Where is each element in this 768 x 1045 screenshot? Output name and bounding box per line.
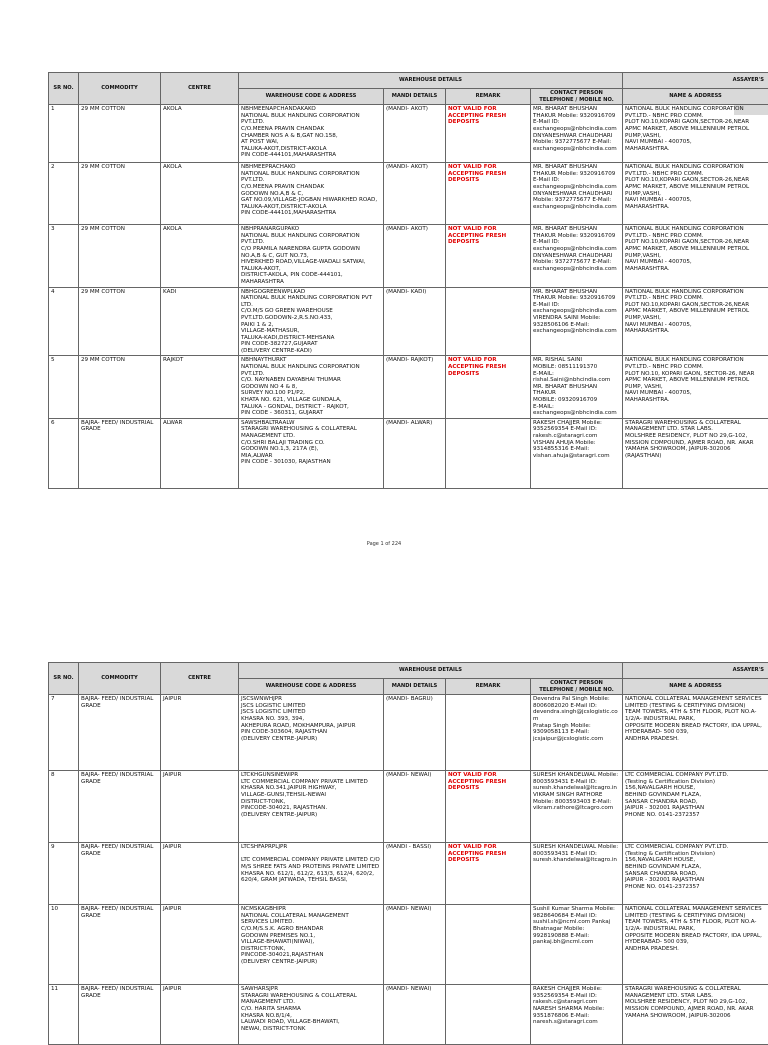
- cell-mandi: (MANDI- NEWAI): [384, 905, 446, 985]
- cell-assayer: STARAGRI WAREHOUSING & COLLATERAL MANAGEMENT LTD. STAR LABS. MOLSHREE RESIDENCY, PLOT NO 29,G-102, MISSION COMPOUND, AJMER ROAD, NR. AKAR YAMAHA SHOWROOM, JAIPUR-302006: [623, 985, 768, 1045]
- header-warehouse-details: WAREHOUSE DETAILS: [239, 73, 623, 89]
- cell-mandi: (MANDI- ALWAR): [384, 418, 446, 488]
- cell-assayer: LTC COMMERCIAL COMPANY PVT.LTD. (Testing & Certification Division) 156,NAVALGARH HOUSE, BEHIND GOVINDAM FLAZA, SANSAR CHANDRA ROAD, JAIPUR - 302001 RAJASTHAN PHONE NO. 0141-2372357: [623, 843, 768, 905]
- header-assayers: ASSAYER'S: [623, 73, 768, 89]
- cell-commodity: 29 MM COTTON: [79, 356, 161, 418]
- cell-centre: ALWAR: [161, 418, 239, 488]
- header-sr-no: SR NO.: [49, 73, 79, 105]
- cell-mandi: (MANDI - BASSI): [384, 843, 446, 905]
- cell-contact: MR. BHARAT BHUSHAN THAKUR Mobile: 9320916709 E-Mail ID: exchangeops@nbhcindia.com DNYANESHWAR CHAUDHARI Mobile: 9372775677 E-Mail: exchangeops@nbhcindia.com: [531, 163, 623, 225]
- cell-warehouse: NBHMEENAPCHANDAKAKO NATIONAL BULK HANDLING CORPORATION PVT.LTD. C/O.MEENA PRAVIN CHANDAK CHAMBER NOS A & B,GAT NO.158, AT POST WAI, TALUKA-AKOT,DISTRICT-AKOLA PIN CODE-444101,MAHARASHTRA: [239, 105, 384, 163]
- header-sr-no: SR NO.: [49, 663, 79, 695]
- cell-contact: SURESH KHANDELWAL Mobile: 8003593431 E-Mail ID: suresh.khandelwal@ltcagro.in VIKRAM SINGH RATHORE Mobile: 8003593403 E-Mail: vikram.rathore@ltcagro.com: [531, 771, 623, 843]
- cell-contact: MR. BHARAT BHUSHAN THAKUR Mobile: 9320916709 E-Mail ID: exchangeops@nbhcindia.com VIRENDRA SAINI Mobile: 9328506106 E-Mail: exchangeops@nbhcindia.com: [531, 287, 623, 356]
- cell-sr: 4: [49, 287, 79, 356]
- cell-commodity: 29 MM COTTON: [79, 105, 161, 163]
- cell-assayer: STARAGRI WAREHOUSING & COLLATERAL MANAGEMENT LTD. STAR LABS. MOLSHREE RESIDENCY, PLOT NO 29,G-102, MISSION COMPOUND, AJMER ROAD, NR. AKAR YAMAHA SHOWROOM, JAIPUR-302006 (RAJASTHAN): [623, 418, 768, 488]
- cell-remark: NOT VALID FOR ACCEPTING FRESH DEPOSITS: [446, 225, 531, 287]
- cell-mandi: (MANDI- AKOT): [384, 163, 446, 225]
- cell-commodity: BAJRA- FEED/ INDUSTRIAL GRADE: [79, 771, 161, 843]
- cell-contact: MR. BHARAT BHUSHAN THAKUR Mobile: 9320916709 E-Mail ID: exchangeops@nbhcindia.com DNYANESHWAR CHAUDHARI Mobile: 9372775677 E-Mail: exchangeops@nbhcindia.com: [531, 225, 623, 287]
- cell-warehouse: LTCKHGUNSINEWIPR LTC COMMERCIAL COMPANY PRIVATE LIMITED KHASRA NO.341,JAIPUR HIGHWAY, VILLAGE-GUNSI,TEHSIL-NEWAI DISTRICT-TONK, PINCODE-304021, RAJASTHAN. (DELIVERY CENTRE-JAIPUR): [239, 771, 384, 843]
- cell-assayer: LTC COMMERCIAL COMPANY PVT.LTD. (Testing & Certification Division) 156,NAVALGARH HOUSE, BEHIND GOVINDAM FLAZA, SANSAR CHANDRA ROAD, JAIPUR - 302001 RAJASTHAN PHONE NO. 0141-2372357: [623, 771, 768, 843]
- cell-commodity: BAJRA- FEED/ INDUSTRIAL GRADE: [79, 843, 161, 905]
- cell-mandi: (MANDI- RAJKOT): [384, 356, 446, 418]
- cell-remark: NOT VALID FOR ACCEPTING FRESH DEPOSITS: [446, 163, 531, 225]
- cell-centre: AKOLA: [161, 225, 239, 287]
- warehouse-table: [48, 662, 768, 1045]
- header-name-address: NAME & ADDRESS: [623, 89, 768, 105]
- table-row: [49, 985, 768, 1045]
- cell-assayer: NATIONAL COLLATERAL MANAGEMENT SERVICES LIMITED (TESTING & CERTIFYING DIVISION) TEAM TOWERS, 4TH & 5TH FLOOR, PLOT NO.A-1/2/A- INDUSTRIAL PARK, OPPOSITE MODERN BREAD FACTORY, IDA UPPAL, HYDERABAD- 500 039, ANDHRA PRADESH.: [623, 905, 768, 985]
- cell-assayer: NATIONAL BULK HANDLING CORPORATION PVT.LTD.- NBHC PRO COMM. PLOT NO.10,KOPARI GAON,SECTOR-26,NEAR APMC MARKET, ABOVE MILLENNIUM PETROL PUMP,VASHI, NAVI MUMBAI - 400705, MAHARASHTRA.: [623, 163, 768, 225]
- cell-assayer: NATIONAL BULK HANDLING CORPORATION PVT.LTD.- NBHC PRO COMM. PLOT NO.10,KOPARI GAON,SECTOR-26,NEAR APMC MARKET, ABOVE MILLENNIUM PETROL PUMP,VASHI, NAVI MUMBAI - 400705, MAHARASHTRA.: [623, 105, 768, 163]
- cell-sr: 9: [49, 843, 79, 905]
- cell-sr: 7: [49, 695, 79, 771]
- header-commodity: COMMODITY: [79, 73, 161, 105]
- header-contact-person: CONTACT PERSON TELEPHONE / MOBILE NO.: [531, 679, 623, 695]
- header-assayers: ASSAYER'S: [623, 663, 768, 679]
- header-centre: CENTRE: [161, 663, 239, 695]
- cell-mandi: (MANDI- AKOT): [384, 105, 446, 163]
- cell-contact: MR. RISHAL SAINI MOBILE: 08511191370 E-MAIL: rishal.Saini@nbhcindia.com MR. BHARAT BHUSHAN THAKUR MOBILE: 09320916709 E-MAIL: exchangeops@nbhcindia.com: [531, 356, 623, 418]
- table-row: [49, 843, 768, 905]
- cell-warehouse: LTCSHFAPRPLJPR LTC COMMERCIAL COMPANY PRIVATE LIMITED C/O M/S SHREE FATS AND PROTEINS PRIVATE LIMITED KHASRA NO. 612/1, 612/2, 613/3, 612/4, 620/2, 620/4, GRAM JATWADA, TEHSIL BASSI,: [239, 843, 384, 905]
- cell-mandi: (MANDI- NEWAI): [384, 771, 446, 843]
- header-warehouse-code: WAREHOUSE CODE & ADDRESS: [239, 89, 384, 105]
- cell-warehouse: NBHNAYTHURKT NATIONAL BULK HANDLING CORPORATION PVT.LTD. C/O. NAYNABEN DAYABHAI THUMAR GODOWN NO 4 & 8, SURVEY NO.100 P1/P2, KHATA NO. 621, VILLAGE GUNDALA, TALUKA - GONDAL, DISTRICT - RAJKOT, PIN CODE - 360311, GUJARAT: [239, 356, 384, 418]
- cell-assayer: NATIONAL BULK HANDLING CORPORATION PVT.LTD.- NBHC PRO COMM. PLOT NO.10, KOPARI GAON, SECTOR-26, NEAR APMC MARKET, ABOVE MILLENNIUM PETROL PUMP, VASHI, NAVI MUMBAI - 400705, MAHARASHTRA.: [623, 356, 768, 418]
- header-centre: CENTRE: [161, 73, 239, 105]
- cell-contact: RAKESH CHAJJER Mobile: 9352569354 E-Mail ID: rakesh.c@staragri.com NARESH SHARMA Mobile: 9351876806 E-Mail: naresh.s@staragri.com: [531, 985, 623, 1045]
- table-row: [49, 356, 768, 418]
- cell-remark: NOT VALID FOR ACCEPTING FRESH DEPOSITS: [446, 356, 531, 418]
- table-row: [49, 163, 768, 225]
- header-commodity: COMMODITY: [79, 663, 161, 695]
- cell-mandi: (MANDI- KADI): [384, 287, 446, 356]
- page-number: Page 1 of 224: [0, 541, 768, 547]
- cell-commodity: BAJRA- FEED/ INDUSTRIAL GRADE: [79, 418, 161, 488]
- header-mandi-details: MANDI DETAILS: [384, 679, 446, 695]
- cell-centre: JAIPUR: [161, 695, 239, 771]
- cell-warehouse: SAWSHBALTRAALW STARAGRI WAREHOUSING & COLLATERAL MANAGEMENT LTD. C/O.SHRI BALAJI TRADING CO. GODOWN NO.1,3, 217A (E), MIA,ALWAR PIN CODE - 301030, RAJASTHAN: [239, 418, 384, 488]
- cell-assayer: NATIONAL BULK HANDLING CORPORATION PVT.LTD.- NBHC PRO COMM. PLOT NO.10,KOPARI GAON,SECTOR-26,NEAR APMC MARKET, ABOVE MILLENNIUM PETROL PUMP,VASHI, NAVI MUMBAI - 400705, MAHARASHTRA.: [623, 287, 768, 356]
- cell-contact: Devendra Pal Singh Mobile: 8006082020 E-Mail ID: devendra.singh@jcslogistic.com Pratap Singh Mobile: 9309058113 E-Mail: jcsjaipur@jcslogistic.com: [531, 695, 623, 771]
- table-row: [49, 695, 768, 771]
- header-remark: REMARK: [446, 679, 531, 695]
- header-contact-person: CONTACT PERSON TELEPHONE / MOBILE NO.: [531, 89, 623, 105]
- cell-sr: 1: [49, 105, 79, 163]
- header-warehouse-details: WAREHOUSE DETAILS: [239, 663, 623, 679]
- cell-remark: NOT VALID FOR ACCEPTING FRESH DEPOSITS: [446, 771, 531, 843]
- table-row: [49, 771, 768, 843]
- cell-centre: RAJKOT: [161, 356, 239, 418]
- cell-warehouse: SAWHARSJPR STARAGRI WAREHOUSING & COLLATERAL MANAGEMENT LTD. C/O. HARITA SHARMA KHASRA NO.8/1/4, LALWADI ROAD, VILLAGE-BHAWATI, NEWAI, DISTRICT-TONK: [239, 985, 384, 1045]
- cell-remark: [446, 287, 531, 356]
- cell-remark: [446, 985, 531, 1045]
- cell-assayer: NATIONAL BULK HANDLING CORPORATION PVT.LTD.- NBHC PRO COMM. PLOT NO.10,KOPARI GAON,SECTOR-26,NEAR APMC MARKET, ABOVE MILLENNIUM PETROL PUMP,VASHI, NAVI MUMBAI - 400705, MAHARASHTRA.: [623, 225, 768, 287]
- cell-centre: JAIPUR: [161, 843, 239, 905]
- cell-sr: 10: [49, 905, 79, 985]
- cell-warehouse: NCMSKAGBHIPR NATIONAL COLLATERAL MANAGEMENT SERVICES LIMITED. C/O.M/S.S.K. AGRO BHANDAR GODOWN PREMISES NO.1, VILLAGE-BHAWATI(NIWAI), DISTRICT-TONK, PINCODE-304021,RAJASTHAN (DELIVERY CENTRE-JAIPUR): [239, 905, 384, 985]
- cell-contact: MR. BHARAT BHUSHAN THAKUR Mobile: 9320916709 E-Mail ID: exchangeops@nbhcindia.com DNYANESHWAR CHAUDHARI Mobile: 9372775677 E-Mail: exchangeops@nbhcindia.com: [531, 105, 623, 163]
- cell-centre: KADI: [161, 287, 239, 356]
- cell-centre: JAIPUR: [161, 985, 239, 1045]
- table-row: [49, 225, 768, 287]
- cell-assayer: NATIONAL COLLATERAL MANAGEMENT SERVICES LIMITED (TESTING & CERTIFYING DIVISION) TEAM TOWERS, 4TH & 5TH FLOOR, PLOT NO.A-1/2/A- INDUSTRIAL PARK, OPPOSITE MODERN BREAD FACTORY, IDA UPPAL, HYDERABAD- 500 039, ANDHRA PRADESH.: [623, 695, 768, 771]
- cell-sr: 8: [49, 771, 79, 843]
- document-page-1: [48, 72, 768, 489]
- cell-remark: [446, 418, 531, 488]
- cell-sr: 3: [49, 225, 79, 287]
- cell-remark: [446, 695, 531, 771]
- cell-sr: 2: [49, 163, 79, 225]
- cell-mandi: (MANDI- BAGRU): [384, 695, 446, 771]
- header-name-address: NAME & ADDRESS: [623, 679, 768, 695]
- cell-commodity: BAJRA- FEED/ INDUSTRIAL GRADE: [79, 905, 161, 985]
- cell-warehouse: NBHPRANARGUPAKO NATIONAL BULK HANDLING CORPORATION PVT.LTD. C/O PRAMILA NARENDRA GUPTA GODOWN NO.A,B & C, GUT NO.73, HIVERKHED ROAD,VILLAGE-WADALI SATWAI, TALUKA-AKOT, DISTRICT-AKOLA, PIN CODE-444101, MAHARASHTRA: [239, 225, 384, 287]
- cell-warehouse: JSCSWNWHJPR JSCS LOGISTIC LIMITED JSCS LOGISTIC LIMITED KHASRA NO. 393, 394, AKHEPURA ROAD, MOKHAMPURA, JAIPUR PIN CODE-303604, RAJASTHAN (DELIVERY CENTRE-JAIPUR): [239, 695, 384, 771]
- cell-commodity: 29 MM COTTON: [79, 163, 161, 225]
- document-page-2: [48, 662, 768, 1045]
- cell-contact: Sushil Kumar Sharma Mobile: 9828640684 E-Mail ID: sushil.sh@ncml.com Pankaj Bhatnagar Mobile: 9928190888 E-Mail: pankaj.bh@ncml.com: [531, 905, 623, 985]
- cell-contact: RAKESH CHAJJER Mobile: 9352569354 E-Mail ID: rakesh.c@staragri.com VISHAN AHUJA Mobile: 9314855316 E-Mail: vishan.ahuja@staragri.com: [531, 418, 623, 488]
- table-row: [49, 905, 768, 985]
- header-remark: REMARK: [446, 89, 531, 105]
- cell-warehouse: NBHMEEPRACHAKO NATIONAL BULK HANDLING CORPORATION PVT.LTD. C/O.MEENA PRAVIN CHANDAK GODOWN NO.A,B & C, GAT NO.09,VILLAGE-JOGBAN HIWARKHED ROAD, TALUKA-AKOT,DISTRICT-AKOLA PIN CODE-444101,MAHARASHTRA: [239, 163, 384, 225]
- table-row: [49, 287, 768, 356]
- header-mandi-details: MANDI DETAILS: [384, 89, 446, 105]
- cell-commodity: BAJRA- FEED/ INDUSTRIAL GRADE: [79, 695, 161, 771]
- cell-commodity: 29 MM COTTON: [79, 225, 161, 287]
- table-row: [49, 418, 768, 488]
- cell-commodity: BAJRA- FEED/ INDUSTRIAL GRADE: [79, 985, 161, 1045]
- cell-sr: 6: [49, 418, 79, 488]
- cell-sr: 5: [49, 356, 79, 418]
- cell-sr: 11: [49, 985, 79, 1045]
- cell-mandi: (MANDI- NEWAI): [384, 985, 446, 1045]
- cell-centre: AKOLA: [161, 163, 239, 225]
- cell-warehouse: NBHGOGREENWPLKAD NATIONAL BULK HANDLING CORPORATION PVT LTD. C/O.M/S GO GREEN WAREHOUSE PVT.LTD.GODOWN-2,R.S.NO.433, PAIKI 1 & 2, VILLAGE-MATHASUR, TALUKA-KADI,DISTRICT-MEHSANA PIN CODE-382727,GUJARAT (DELIVERY CENTRE-KADI): [239, 287, 384, 356]
- warehouse-table: [48, 72, 768, 489]
- cell-remark: NOT VALID FOR ACCEPTING FRESH DEPOSITS: [446, 105, 531, 163]
- cell-centre: JAIPUR: [161, 771, 239, 843]
- header-warehouse-code: WAREHOUSE CODE & ADDRESS: [239, 679, 384, 695]
- cell-commodity: 29 MM COTTON: [79, 287, 161, 356]
- cell-centre: JAIPUR: [161, 905, 239, 985]
- cell-centre: AKOLA: [161, 105, 239, 163]
- cell-contact: SURESH KHANDELWAL Mobile: 8003593431 E-Mail ID: suresh.khandelwal@ltcagro.in: [531, 843, 623, 905]
- table-row: [49, 105, 768, 163]
- cell-remark: [446, 905, 531, 985]
- cell-remark: NOT VALID FOR ACCEPTING FRESH DEPOSITS: [446, 843, 531, 905]
- cell-mandi: (MANDI- AKOT): [384, 225, 446, 287]
